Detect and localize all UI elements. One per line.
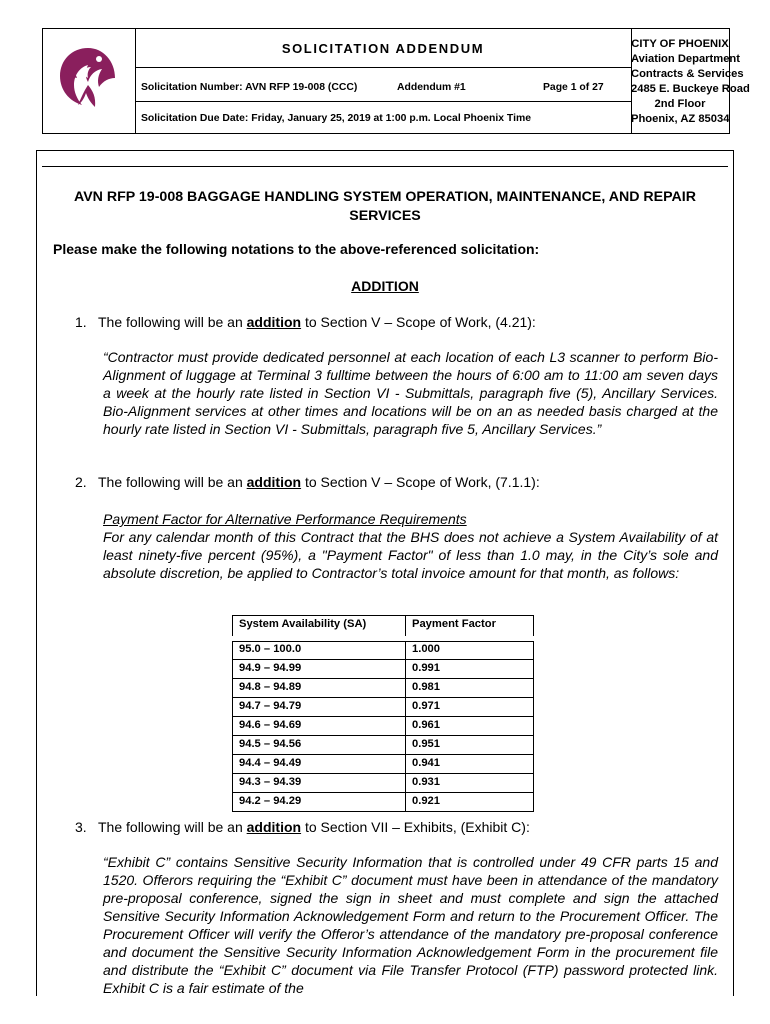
sa-range: 95.0 – 100.0 xyxy=(233,639,406,660)
sa-range: 94.4 – 94.49 xyxy=(233,755,406,774)
item-text-post: to Section V – Scope of Work, (4.21): xyxy=(301,314,536,330)
department: Aviation Department xyxy=(631,53,740,65)
item-text-pre: The following will be an xyxy=(98,474,247,490)
table-row xyxy=(233,679,534,698)
item-number: 1. xyxy=(75,314,87,330)
item-text-post: to Section V – Scope of Work, (7.1.1): xyxy=(301,474,540,490)
table-row xyxy=(233,774,534,793)
payment-factor: 0.951 xyxy=(406,736,534,755)
payment-factor: 0.941 xyxy=(406,755,534,774)
column-header-sa: System Availability (SA) xyxy=(233,616,406,639)
city-name: CITY OF PHOENIX xyxy=(631,38,729,50)
sa-range: 94.8 – 94.89 xyxy=(233,679,406,698)
item-text-post: to Section VII – Exhibits, (Exhibit C): xyxy=(301,819,530,835)
item-2-quote-block xyxy=(103,510,718,582)
table-row xyxy=(233,717,534,736)
divider xyxy=(135,101,631,102)
list-item-2 xyxy=(75,474,540,490)
item-keyword: addition xyxy=(246,474,302,490)
table-row xyxy=(233,736,534,755)
item-number: 2. xyxy=(75,474,87,490)
payment-factor: 0.991 xyxy=(406,660,534,679)
section-heading: ADDITION xyxy=(351,278,419,294)
column-header-payment-factor: Payment Factor xyxy=(406,616,534,639)
table-row xyxy=(233,660,534,679)
sa-range: 94.7 – 94.79 xyxy=(233,698,406,717)
sa-range: 94.9 – 94.99 xyxy=(233,660,406,679)
divider xyxy=(135,67,631,68)
street-address: 2485 E. Buckeye Road xyxy=(631,83,750,95)
table-header-row xyxy=(233,616,534,639)
payment-factor: 1.000 xyxy=(406,639,534,660)
sa-range: 94.3 – 94.39 xyxy=(233,774,406,793)
sa-range: 94.2 – 94.29 xyxy=(233,793,406,812)
payment-factor: 0.921 xyxy=(406,793,534,812)
item-keyword: addition xyxy=(246,819,302,835)
item-2-quote: For any calendar month of this Contract that the BHS does not achieve a System Availability of at least ninety-five percent (95%), a "Payment Factor" of less than 1.0 may, in the City’s sole and absolute discretion, be applied to Contractor’s total invoice amount for that month, as follows: xyxy=(103,529,718,581)
payment-factor: 0.971 xyxy=(406,698,534,717)
city-address-block xyxy=(631,29,750,133)
table-row xyxy=(233,639,534,660)
division: Contracts & Services xyxy=(631,68,744,80)
payment-factor: 0.961 xyxy=(406,717,534,736)
payment-factor: 0.981 xyxy=(406,679,534,698)
table-row xyxy=(233,698,534,717)
list-item-3 xyxy=(75,819,530,835)
item-text-pre: The following will be an xyxy=(98,819,247,835)
due-date: Solicitation Due Date: Friday, January 25, 2019 at 1:00 p.m. Local Phoenix Time xyxy=(141,113,531,124)
document-title: AVN RFP 19-008 BAGGAGE HANDLING SYSTEM OPERATION, MAINTENANCE, AND REPAIR SERVICES xyxy=(74,189,696,224)
floor: 2nd Floor xyxy=(654,98,706,110)
item-2-subheading: Payment Factor for Alternative Performance Requirements xyxy=(103,511,467,527)
addendum-number: Addendum #1 xyxy=(397,82,466,93)
item-1-quote: “Contractor must provide dedicated personnel at each location of each L3 scanner to perform Bio-Alignment of luggage at Terminal 3 fulltime between the hours of 6:00 am to 11:00 am seven days a week at the hourly rate listed in Section VI - Submittals, paragraph five (5), Ancillary Services. Bio-Alignment services at other times and locations will be on an as needed basis charged at the hourly rate listed in Section VI - Submittals, paragraph five 5, Ancillary Services.” xyxy=(103,349,718,437)
city-state-zip: Phoenix, AZ 85034 xyxy=(631,113,730,125)
logo-cell xyxy=(43,29,136,133)
page-number: Page 1 of 27 xyxy=(543,82,604,93)
item-3-quote: “Exhibit C” contains Sensitive Security Information that is controlled under 49 CFR parts 15 and 1520. Offerors requiring the “Exhibit C” document must have been in attendance of the mandatory pre-proposal conference, signed the sign in sheet and must complete and sign the attached Sensitive Security Information Acknowledgement Form and return to the Procurement Officer. The Procurement Officer will verify the Offeror’s attendance of the mandatory pre-proposal conference and document the Sensitive Security Information Acknowledgement Form in the procurement file and distribute the “Exhibit C” document via File Transfer Protocol (FTP) password protected link. Exhibit C is a fair estimate of the xyxy=(103,854,718,996)
table-row xyxy=(233,793,534,812)
list-item-1 xyxy=(75,314,536,330)
body-inner-rule xyxy=(42,166,728,167)
header-info-cell xyxy=(135,29,632,133)
item-keyword: addition xyxy=(246,314,302,330)
payment-factor: 0.931 xyxy=(406,774,534,793)
sa-range: 94.6 – 94.69 xyxy=(233,717,406,736)
item-number: 3. xyxy=(75,819,87,835)
table-row xyxy=(233,755,534,774)
solicitation-number: Solicitation Number: AVN RFP 19-008 (CCC) xyxy=(141,82,358,93)
instructions: Please make the following notations to the above-referenced solicitation: xyxy=(53,241,540,257)
addendum-title: SOLICITATION ADDENDUM xyxy=(281,41,485,56)
item-text-pre: The following will be an xyxy=(98,314,247,330)
document-header xyxy=(42,28,750,134)
sa-range: 94.5 – 94.56 xyxy=(233,736,406,755)
phoenix-bird-logo-icon xyxy=(55,45,121,111)
payment-factor-table xyxy=(232,615,534,812)
